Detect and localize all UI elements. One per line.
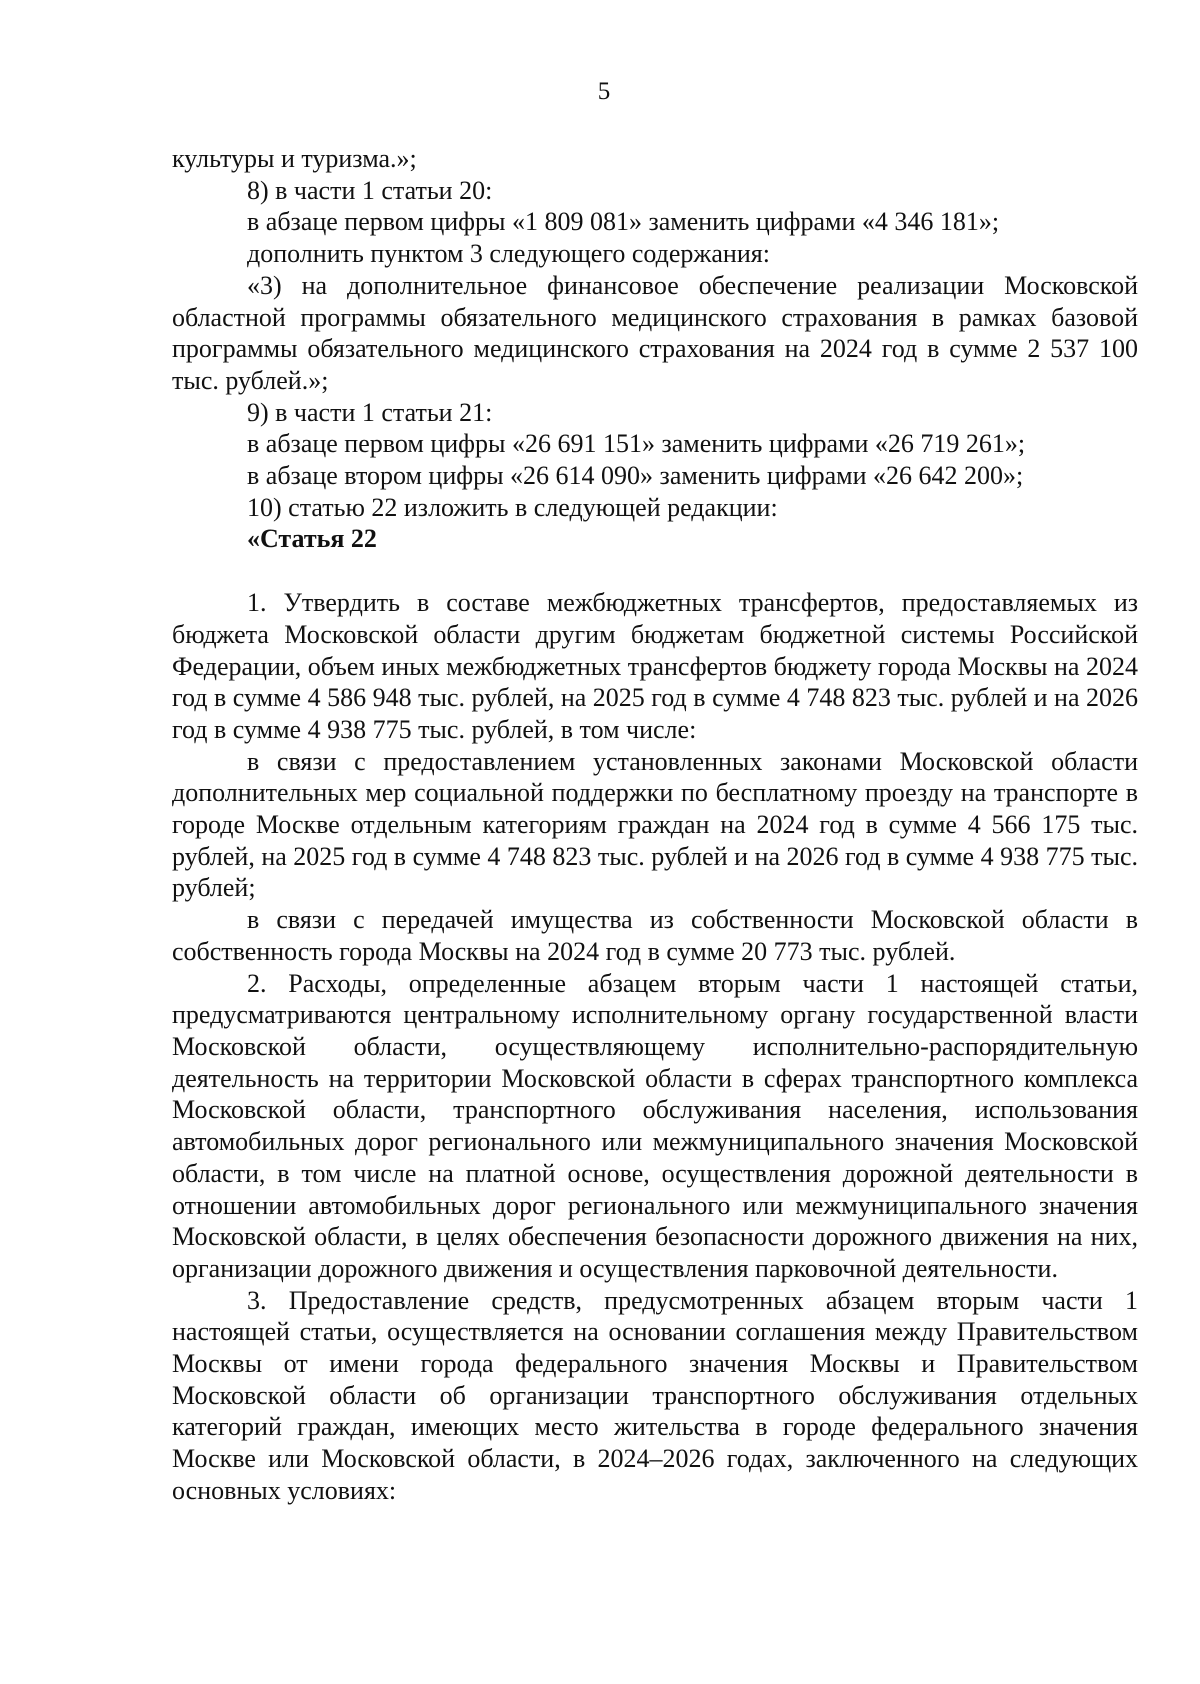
amendment-item-9: 9) в части 1 статьи 21: (247, 397, 493, 427)
amendment-item-8: 8) в части 1 статьи 20: (247, 175, 493, 205)
amendment-item-8-first-change: в абзаце первом цифры «1 809 081» заменить цифрами «4 346 181»; (247, 207, 1000, 237)
amendment-item-8-second-change: дополнить пунктом 3 следующего содержания: (247, 239, 770, 269)
page-number: 5 (597, 78, 611, 105)
spacer (172, 555, 1138, 587)
amendment-item-9-second-change: в абзаце втором цифры «26 614 090» заменить цифрами «26 642 200»; (247, 461, 1024, 491)
document-body (172, 143, 1138, 1507)
article-22-heading: «Статья 22 (247, 524, 377, 554)
new-point-3-text: «3) на дополнительное финансовое обеспечение реализации Московской областной программы обязательного медицинского страхования в рамках базовой программы обязательного медицинского страхования на 2024 год в сумме 2 537 100 тыс. рублей.»; (172, 270, 1138, 395)
amendment-item-10: 10) статью 22 изложить в следующей редакции: (247, 492, 778, 522)
article-22-part-1: 1. Утвердить в составе межбюджетных трансфертов, предоставляемых из бюджета Московской области другим бюджетам бюджетной системы Российской Федерации, объем иных межбюджетных трансфертов бюджету города Москвы на 2024 год в сумме 4 586 948 тыс. рублей, на 2025 год в сумме 4 748 823 тыс. рублей и на 2026 год в сумме 4 938 775 тыс. рублей, в том числе: (172, 588, 1138, 744)
article-22-part-3: 3. Предоставление средств, предусмотренных абзацем вторым части 1 настоящей статьи, осуществляется на основании соглашения между Правительством Москвы от имени города федерального значения Москвы и Правительством Московской области об организации транспортного обслуживания отдельных категорий граждан, имеющих место жительства в городе федерального значения Москве или Московской области, в 2024–2026 годах, заключенного на следующих основных условиях: (172, 1285, 1138, 1505)
amendment-item-9-first-change: в абзаце первом цифры «26 691 151» заменить цифрами «26 719 261»; (247, 429, 1026, 459)
paragraph-continuation: культуры и туризма.»; (172, 144, 417, 173)
article-22-part-1-property: в связи с передачей имущества из собственности Московской области в собственность города Москвы на 2024 год в сумме 20 773 тыс. рублей. (172, 905, 1138, 966)
article-22-part-2: 2. Расходы, определенные абзацем вторым части 1 настоящей статьи, предусматриваются центральному исполнительному органу государственной власти Московской области, осуществляющему исполнительно-распорядительную деятельность на территории Московской области в сферах транспортного комплекса Московской области, транспортного обслуживания населения, использования автомобильных дорог регионального или межмуниципального значения Московской области, в том числе на платной основе, осуществления дорожной деятельности в отношении автомобильных дорог регионального или межмуниципального значения Московской области, в целях обеспечения безопасности дорожного движения на них, организации дорожного движения и осуществления парковочной деятельности. (172, 968, 1138, 1283)
article-22-part-1-transport: в связи с предоставлением установленных законами Московской области дополнительных мер социальной поддержки по бесплатному проезду на транспорте в городе Москве отдельным категориям граждан на 2024 год в сумме 4 566 175 тыс. рублей, на 2025 год в сумме 4 748 823 тыс. рублей и на 2026 год в сумме 4 938 775 тыс. рублей; (172, 746, 1138, 903)
